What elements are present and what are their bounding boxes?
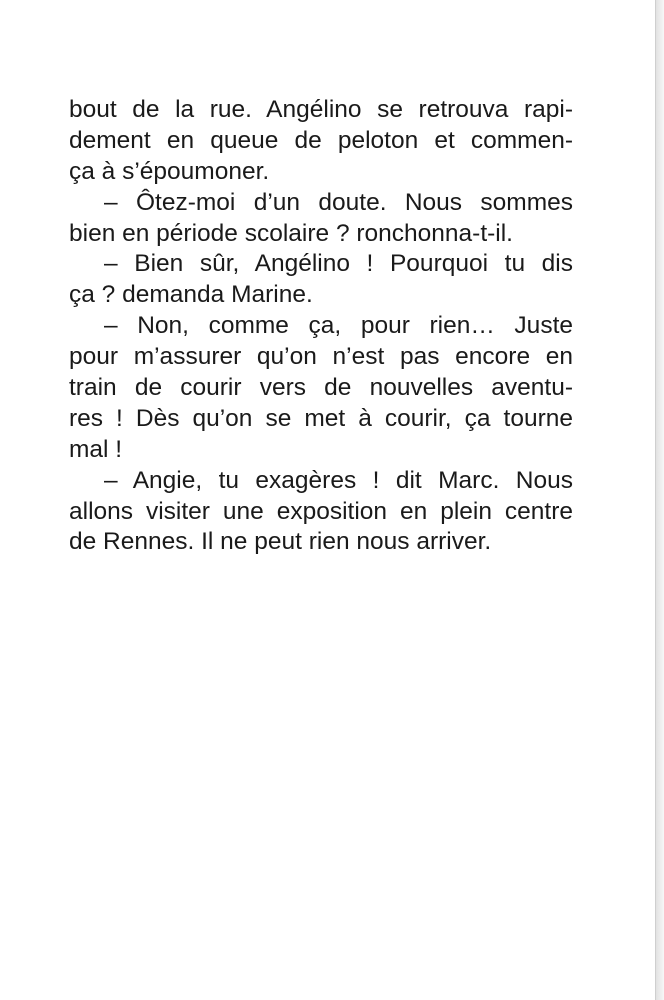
- body-text: [69, 95, 573, 558]
- text-line: train de courir vers de nouvelles aventu-: [69, 374, 573, 402]
- text-line: – Angie, tu exagères ! dit Marc. Nous: [104, 466, 573, 494]
- text-line: ça ? demanda Marine.: [69, 281, 313, 309]
- page-edge: [656, 0, 664, 1000]
- text-line: – Ôtez-moi d’un doute. Nous sommes: [104, 188, 573, 216]
- text-line: pour m’assurer qu’on n’est pas encore en: [69, 343, 573, 371]
- text-line: – Bien sûr, Angélino ! Pourquoi tu dis: [104, 250, 573, 278]
- text-line: dement en queue de peloton et commen-: [69, 126, 573, 154]
- text-line: bout de la rue. Angélino se retrouva rapi-: [69, 96, 573, 123]
- text-line: mal !: [69, 435, 123, 463]
- text-line: de Rennes. Il ne peut rien nous arriver.: [69, 528, 492, 556]
- text-line: ça à s’époumoner.: [69, 157, 270, 185]
- text-line: bien en période scolaire ? ronchonna-t-il.: [69, 219, 513, 247]
- text-line: res ! Dès qu’on se met à courir, ça tourne: [69, 404, 573, 432]
- text-line: – Non, comme ça, pour rien… Juste: [104, 312, 573, 340]
- text-line: allons visiter une exposition en plein centre: [69, 497, 573, 525]
